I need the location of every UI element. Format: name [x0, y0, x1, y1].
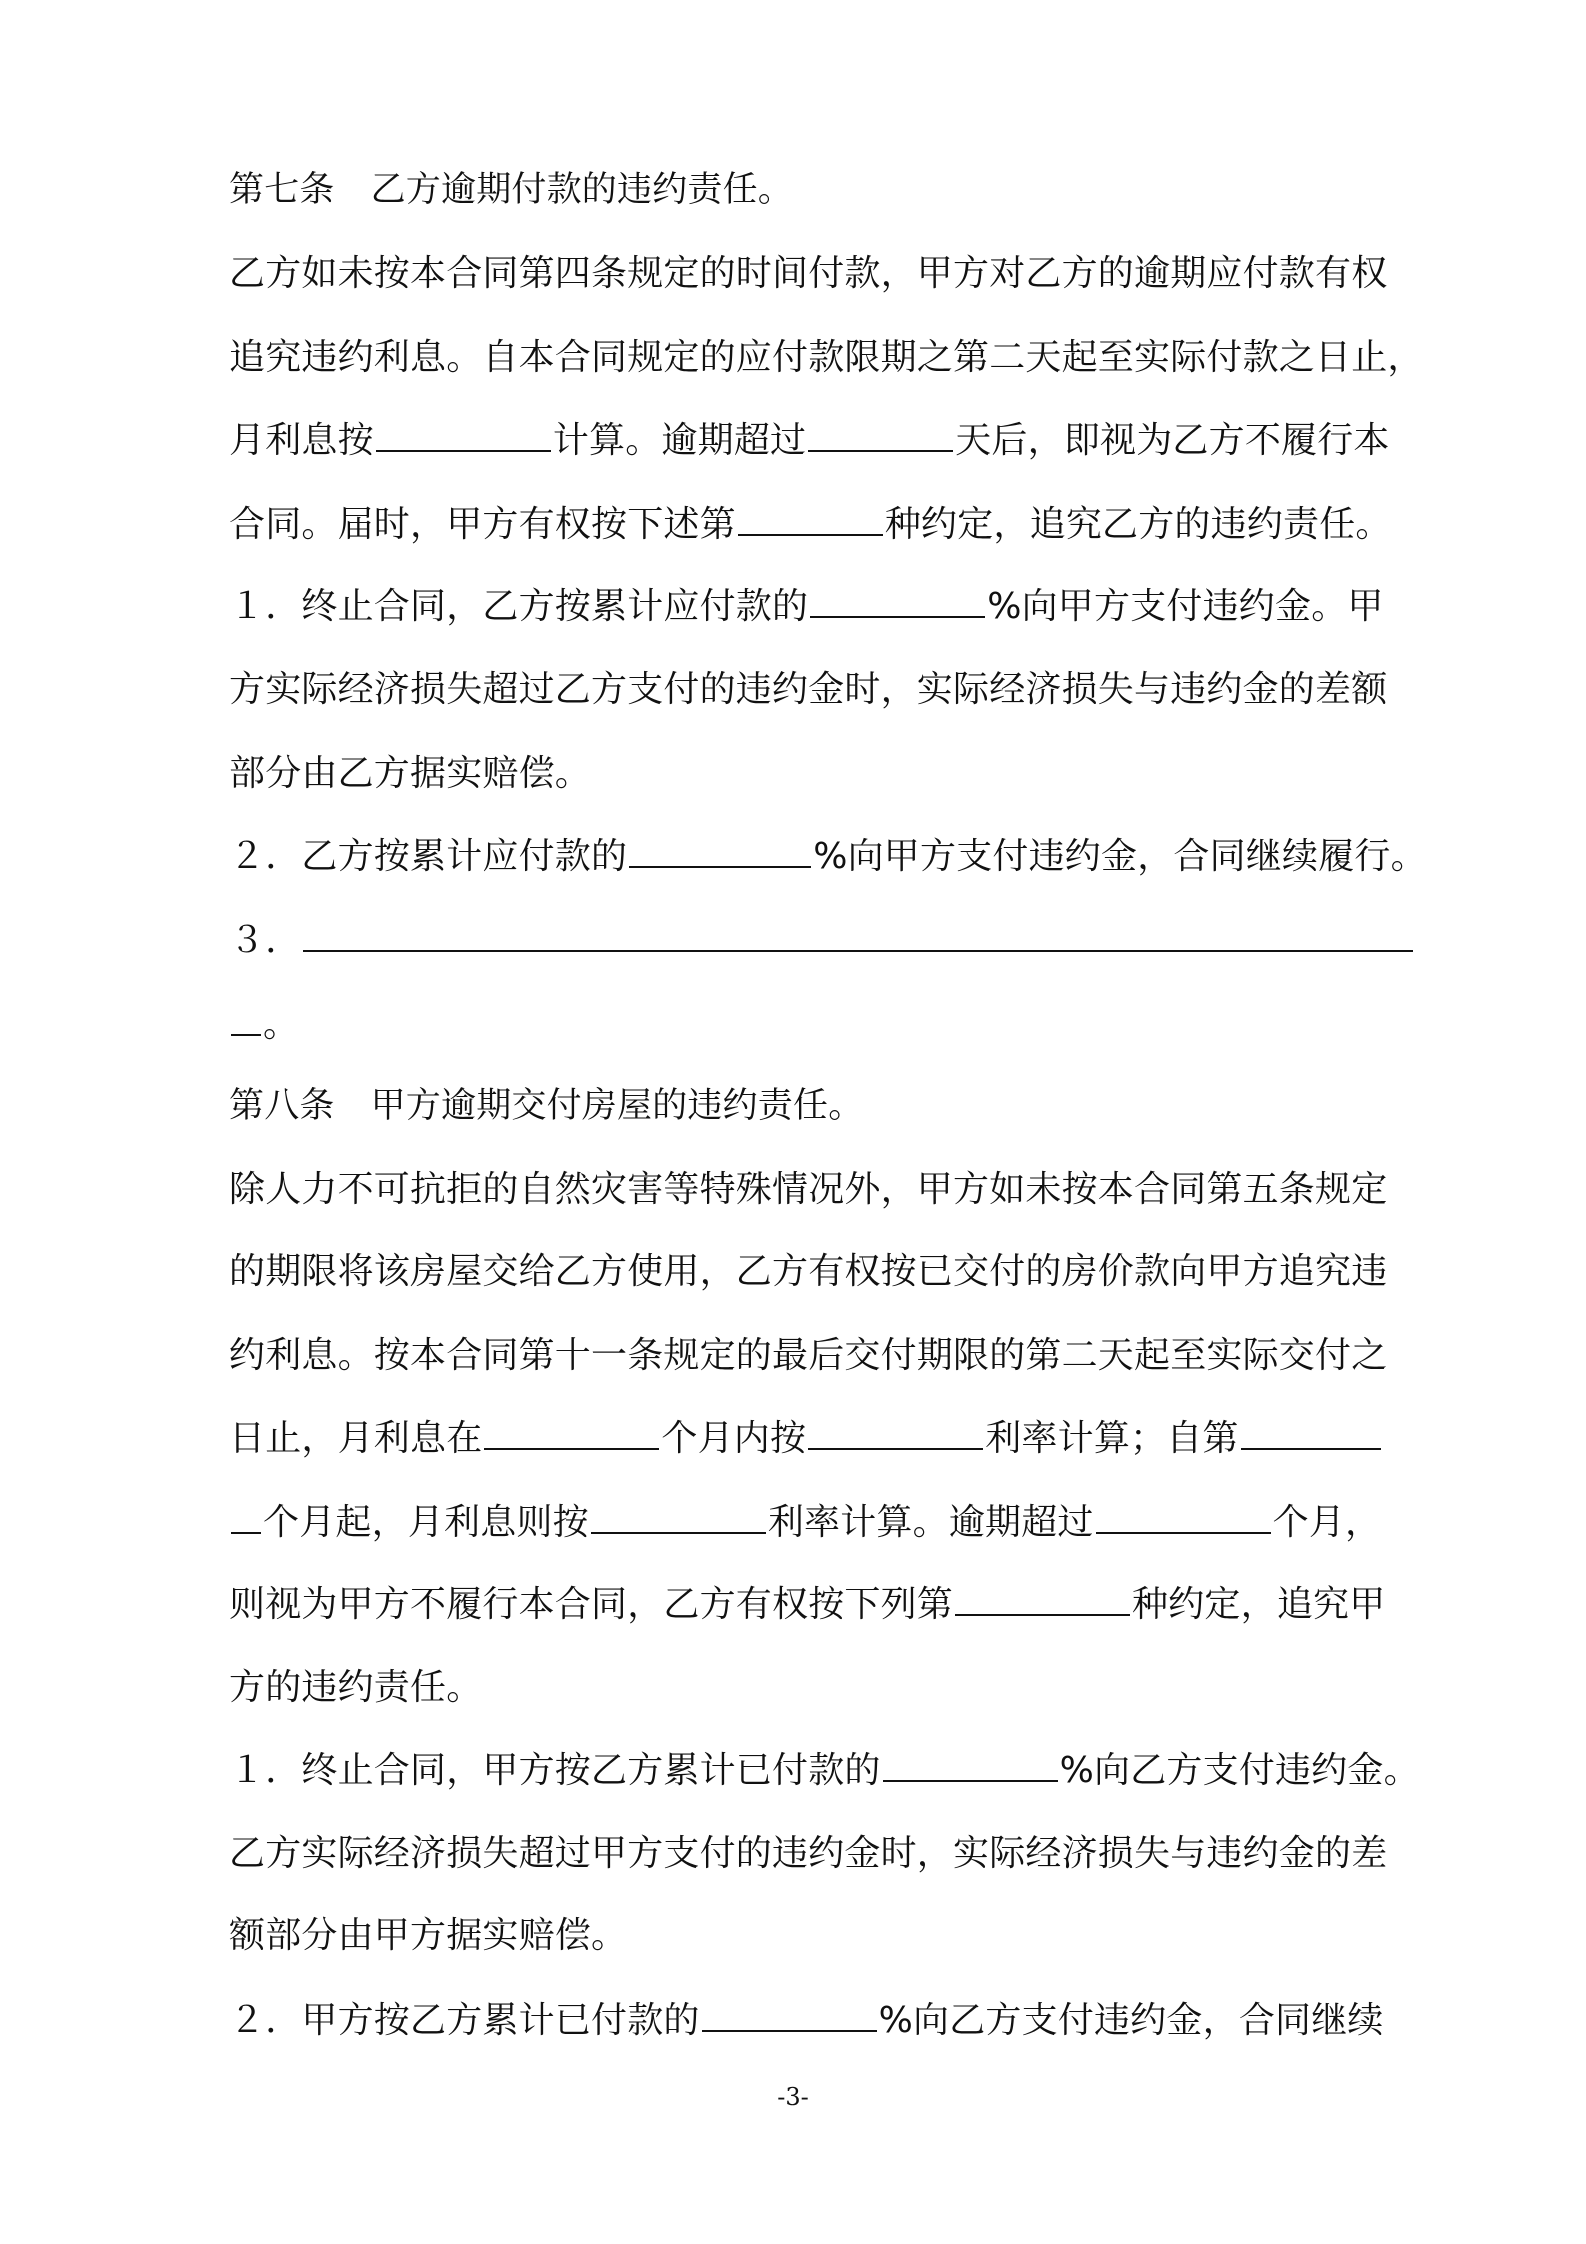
text-run: 利率计算；自第	[985, 1418, 1239, 1459]
overdue-months-blank[interactable]	[1096, 1492, 1271, 1534]
text-run: 的期限将该房屋交给乙方使用，乙方有权按已交付的房价款向甲方追究违	[229, 1251, 1388, 1292]
text-run: 个月起，月利息则按	[263, 1502, 589, 1543]
text-run: １．终止合同，乙方按累计应付款的	[229, 586, 809, 627]
text-run: 个月，	[1272, 1502, 1382, 1543]
penalty-percent-blank[interactable]	[810, 576, 985, 618]
text-run: １．终止合同，甲方按乙方累计已付款的	[229, 1750, 881, 1791]
interest-rate-blank[interactable]	[376, 410, 551, 452]
article-8-item-1-line-3	[229, 1906, 1419, 1966]
text-run: %向甲方支付违约金，合同继续履行。	[813, 836, 1427, 877]
text-run: 方的违约责任。	[229, 1667, 483, 1708]
article-8-para-line-1	[229, 1160, 1419, 1220]
penalty-percent-blank[interactable]	[702, 1990, 877, 2032]
text-run: 种约定，追究甲	[1132, 1584, 1386, 1625]
other-terms-blank-end[interactable]	[231, 994, 261, 1036]
article-8-number: 第八条	[229, 1086, 335, 1126]
article-7-heading	[229, 160, 1419, 220]
text-run: 部分由乙方据实赔偿。	[229, 753, 592, 794]
text-run: 合同。届时，甲方有权按下述第	[229, 504, 736, 545]
article-7-item-1-line-2	[229, 660, 1419, 720]
article-8-para-line-5	[229, 1492, 1419, 1552]
start-month-blank[interactable]	[1241, 1408, 1381, 1450]
text-run: 日止，月利息在	[229, 1418, 483, 1459]
text-run: 。	[263, 1004, 300, 1045]
article-8-item-1-line-2	[229, 1824, 1419, 1884]
article-7-para-line-1	[229, 244, 1419, 304]
article-7-number: 第七条	[229, 170, 335, 210]
article-8-heading	[229, 1076, 1419, 1136]
article-8-title: 甲方逾期交付房屋的违约责任。	[370, 1086, 864, 1126]
article-7-para-line-4	[229, 494, 1419, 554]
text-run: 种约定，追究乙方的违约责任。	[884, 504, 1392, 545]
article-8-item-2	[229, 1990, 1419, 2050]
text-run: 除人力不可抗拒的自然灾害等特殊情况外，甲方如未按本合同第五条规定	[229, 1169, 1388, 1210]
interest-rate-blank[interactable]	[591, 1492, 766, 1534]
text-run: 乙方如未按本合同第四条规定的时间付款，甲方对乙方的逾期应付款有权	[229, 253, 1388, 294]
text-run: %向甲方支付违约金。甲	[987, 586, 1384, 627]
article-8-para-line-2	[229, 1242, 1419, 1302]
option-number-blank[interactable]	[738, 494, 883, 536]
text-run: 计算。逾期超过	[552, 420, 807, 461]
text-run: 追究违约利息。自本合同规定的应付款限期之第二天起至实际付款之日止，	[229, 337, 1424, 378]
article-7-para-line-2	[229, 328, 1424, 388]
article-8-para-line-6	[229, 1574, 1419, 1634]
text-run: 方实际经济损失超过乙方支付的违约金时，实际经济损失与违约金的差额	[229, 669, 1388, 710]
article-7-item-1-line-1	[229, 576, 1419, 636]
article-8-para-line-3	[229, 1326, 1419, 1386]
article-8-para-line-7	[229, 1658, 1419, 1718]
text-run: 乙方实际经济损失超过甲方支付的违约金时，实际经济损失与违约金的差	[229, 1833, 1388, 1874]
text-run: %向乙方支付违约金，合同继续	[878, 2000, 1384, 2041]
article-7-item-2	[229, 826, 1427, 886]
text-run: 月利息按	[229, 420, 374, 461]
text-run: 利率计算。逾期超过	[767, 1502, 1094, 1543]
article-8-para-line-4	[229, 1408, 1419, 1468]
text-run: %向乙方支付违约金。	[1059, 1750, 1420, 1791]
overdue-days-blank[interactable]	[808, 410, 953, 452]
article-7-item-3	[229, 910, 1419, 970]
other-terms-blank[interactable]	[303, 910, 1413, 952]
penalty-percent-blank[interactable]	[629, 826, 811, 868]
article-8-item-1-line-1	[229, 1740, 1419, 1800]
text-run: 个月内按	[661, 1418, 807, 1459]
text-run: 约利息。按本合同第十一条规定的最后交付期限的第二天起至实际交付之	[229, 1335, 1388, 1376]
start-month-blank-end[interactable]	[231, 1492, 261, 1534]
penalty-percent-blank[interactable]	[883, 1740, 1058, 1782]
text-run: 则视为甲方不履行本合同，乙方有权按下列第	[229, 1584, 954, 1625]
text-run: 天后，即视为乙方不履行本	[955, 420, 1390, 461]
option-number-blank[interactable]	[955, 1574, 1130, 1616]
months-blank[interactable]	[484, 1408, 659, 1450]
text-run: ２．甲方按乙方累计已付款的	[229, 2000, 700, 2041]
article-7-item-3-end	[229, 994, 1419, 1054]
article-7-title: 乙方逾期付款的违约责任。	[370, 170, 794, 210]
text-run: ３．	[229, 920, 302, 961]
text-run: 额部分由甲方据实赔偿。	[229, 1915, 628, 1956]
article-7-para-line-3	[229, 410, 1419, 470]
interest-rate-blank[interactable]	[808, 1408, 983, 1450]
text-run: ２．乙方按累计应付款的	[229, 836, 628, 877]
article-7-item-1-line-3	[229, 744, 1419, 804]
page-number: -3-	[777, 2083, 809, 2111]
